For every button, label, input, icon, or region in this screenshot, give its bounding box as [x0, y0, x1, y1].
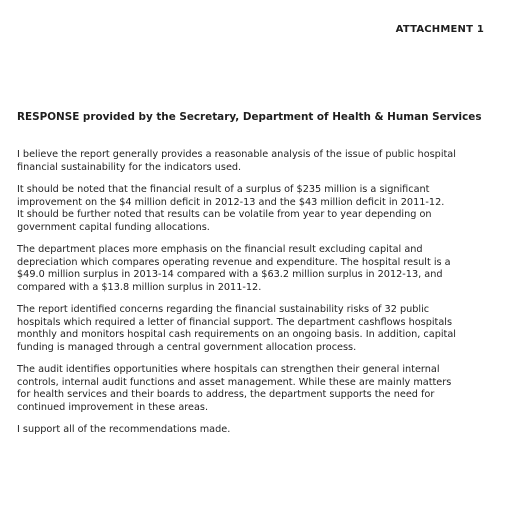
text-line: It should be further noted that results can be volatile from year to year depending on	[17, 209, 432, 220]
text-line: I believe the report generally provides a reasonable analysis of the issue of public hospital	[17, 149, 456, 160]
text-line: government capital funding allocations.	[17, 221, 210, 233]
text-line: $49.0 million surplus in 2013-14 compared with a $63.2 million surplus in 2012-13, and	[17, 269, 443, 280]
text-line: controls, internal audit functions and asset management. While these are mainly matters	[17, 376, 452, 388]
attachment-label: ATTACHMENT 1	[395, 24, 484, 35]
text-line: The report identified concerns regarding the financial sustainability risks of 32 public	[17, 304, 430, 315]
text-line: depreciation which compares operating revenue and expenditure. The hospital result is a	[17, 256, 451, 268]
text-line: financial sustainability for the indicators used.	[17, 161, 242, 173]
response-body	[17, 149, 495, 447]
text-line: The audit identifies opportunities where hospitals can strengthen their general internal	[17, 364, 440, 375]
paragraph	[17, 424, 495, 437]
text-line: I support all of the recommendations made.	[17, 424, 231, 435]
paragraph	[17, 149, 495, 174]
text-line: It should be noted that the financial result of a surplus of $235 million is a significant	[17, 184, 430, 195]
text-line: monthly and monitors hospital cash requirements on an ongoing basis. In addition, capital	[17, 329, 456, 340]
text-line: continued improvement in these areas.	[17, 401, 209, 413]
text-line: hospitals which required a letter of financial support. The department cashflows hospitals	[17, 316, 453, 328]
text-line: improvement on the $4 million deficit in 2012-13 and the $43 million deficit in 2011-12.	[17, 196, 445, 208]
response-heading: RESPONSE provided by the Secretary, Department of Health & Human Services	[17, 111, 482, 123]
paragraph	[17, 364, 495, 414]
paragraph	[17, 184, 495, 234]
text-line: compared with a $13.8 million surplus in 2011-12.	[17, 281, 262, 293]
text-line: The department places more emphasis on the financial result excluding capital and	[17, 244, 423, 255]
text-line: for health services and their boards to address, the department supports the need for	[17, 389, 435, 400]
text-line: funding is managed through a central government allocation process.	[17, 341, 357, 353]
paragraph	[17, 244, 495, 294]
paragraph	[17, 304, 495, 354]
